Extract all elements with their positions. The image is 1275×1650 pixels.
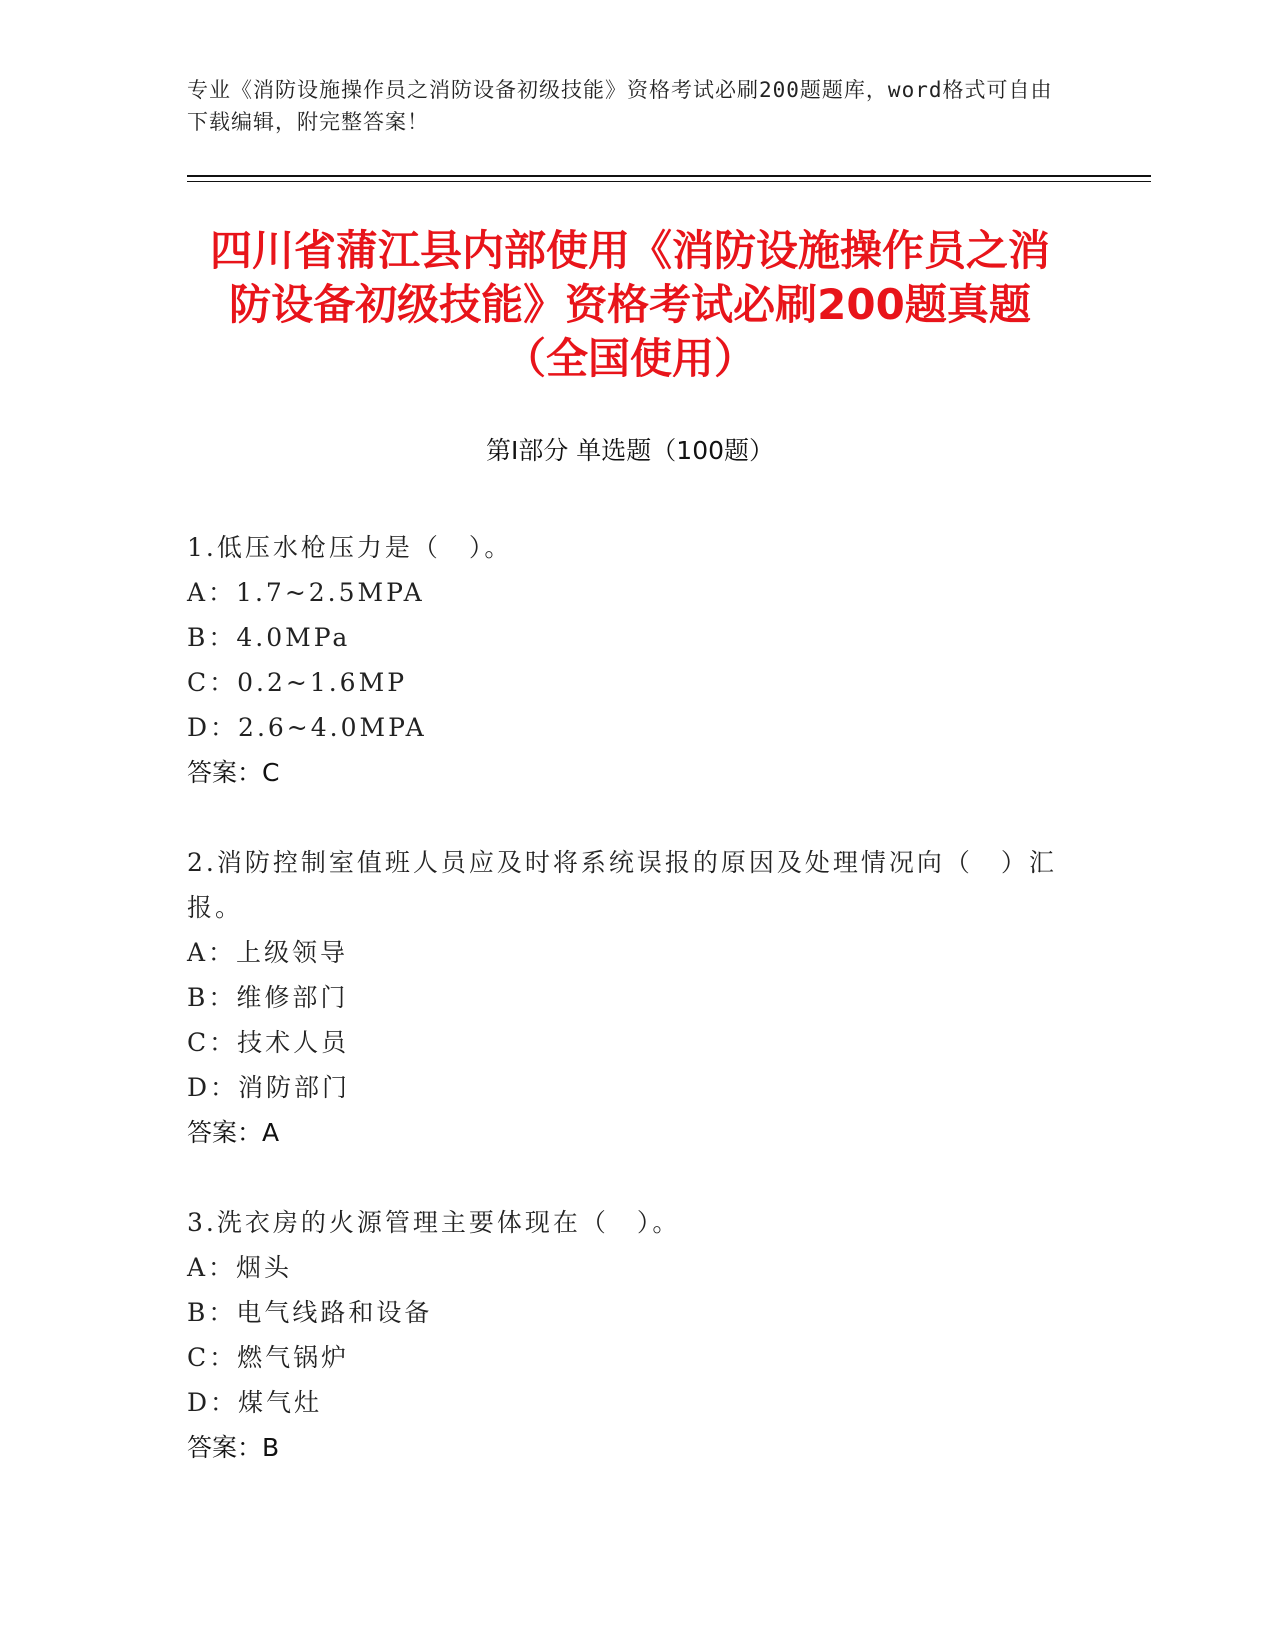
option-b: B：电气线路和设备 [187,1298,433,1327]
question-2 [187,840,1067,1155]
question-3 [187,1200,1067,1470]
question-1 [187,525,1067,795]
option-a: A：1.7~2.5MPA [187,578,425,607]
document-title: 四川省蒲江县内部使用《消防设施操作员之消防设备初级技能》资格考试必刷200题真题（全国使用） [209,226,1050,383]
question-stem: 2.消防控制室值班人员应及时将系统误报的原因及处理情况向（ ）汇报。 [187,848,1057,922]
header-rule-thick [187,175,1151,177]
question-list [187,525,1067,1515]
question-answer: 答案：B [187,1433,280,1462]
section-heading: 第Ⅰ部分 单选题（100题） [485,436,775,465]
header-rule-thin [187,181,1151,182]
option-d: D：消防部门 [187,1073,351,1102]
header-note: 专业《消防设施操作员之消防设备初级技能》资格考试必刷200题题库，word格式可自由下载编辑，附完整答案！ [187,78,1053,134]
question-stem: 3.洗衣房的火源管理主要体现在（ ）。 [187,1208,681,1237]
question-stem: 1.低压水枪压力是（ ）。 [187,533,513,562]
option-a: A：上级领导 [187,938,349,967]
option-c: C：燃气锅炉 [187,1343,350,1372]
question-answer: 答案：A [187,1118,280,1147]
option-a: A：烟头 [187,1253,293,1282]
option-c: C：0.2~1.6MP [187,668,408,697]
option-b: B：4.0MPa [187,623,351,652]
option-d: D：煤气灶 [187,1388,323,1417]
question-answer: 答案：C [187,758,280,787]
option-d: D：2.6~4.0MPA [187,713,427,742]
option-c: C：技术人员 [187,1028,350,1057]
option-b: B：维修部门 [187,983,349,1012]
